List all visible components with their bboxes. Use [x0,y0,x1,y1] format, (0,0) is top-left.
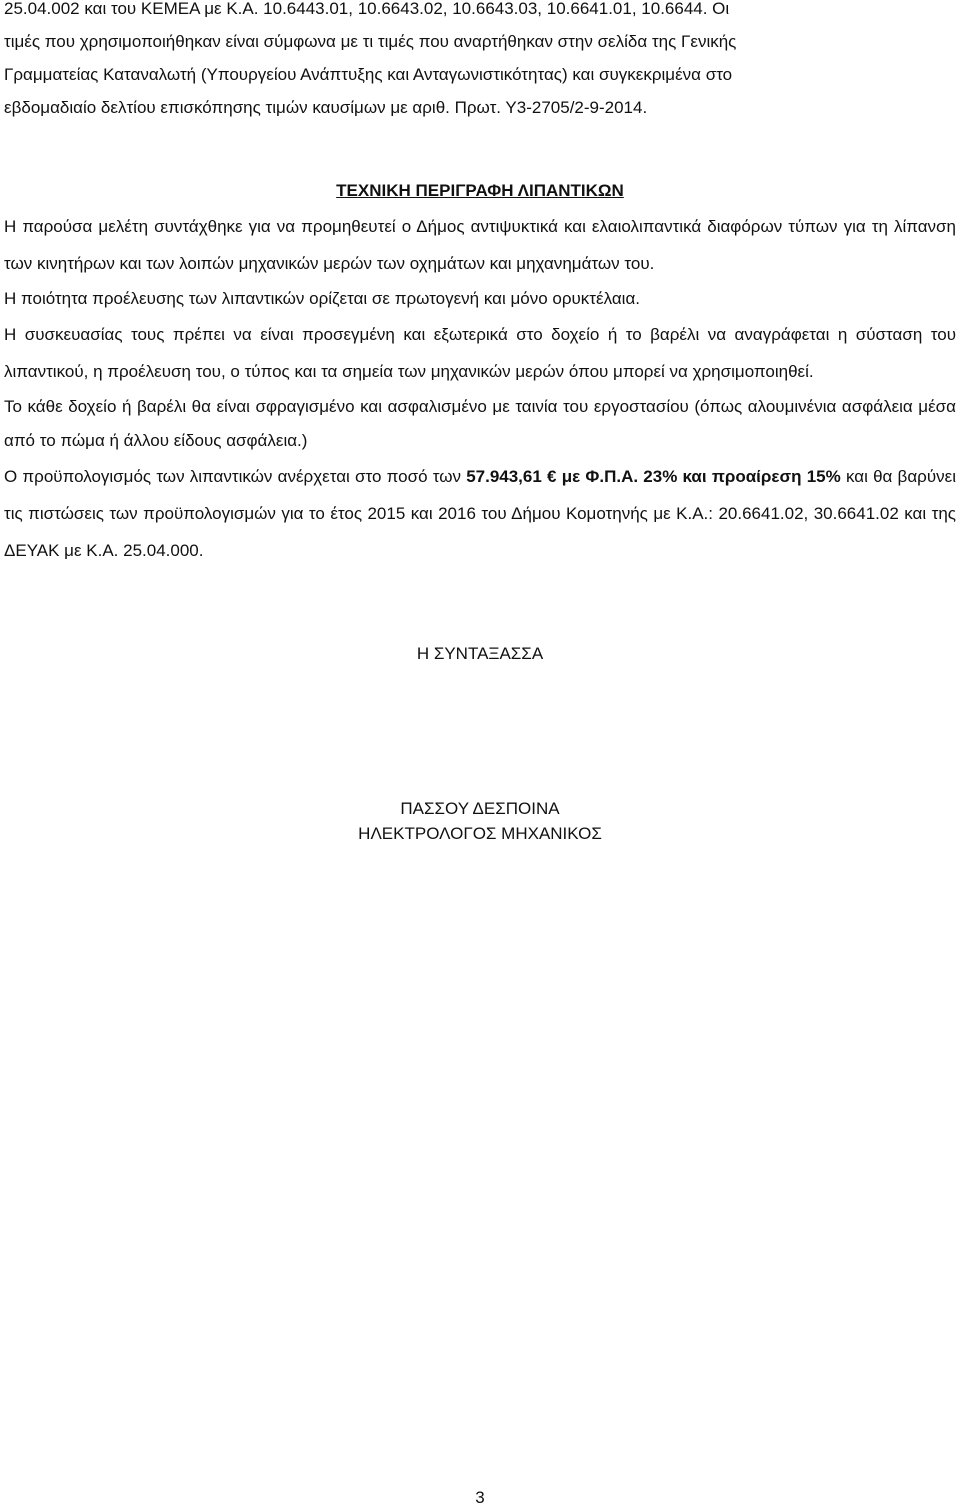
intro-paragraph [4,0,956,124]
budget-amount: 57.943,61 [466,467,542,486]
page-number: 3 [475,1488,485,1507]
intro-line: τιμές που χρησιμοποιήθηκαν είναι σύμφωνα με τι τιμές που αναρτήθηκαν στην σελίδα της Γενικής [4,32,737,51]
signature-name: ΠΑΣΣΟΥ ΔΕΣΠΟΙΝΑ [400,799,560,818]
euro-symbol: € [547,467,557,486]
paragraph-budget [4,458,956,569]
document-page [4,0,956,846]
signature-role: Η ΣΥΝΤΑΞΑΣΣΑ [416,644,544,663]
budget-text-end: και θα βαρύνει τις πιστώσεις των προϋπολογισμών για το έτος 2015 και 2016 του Δήμου Κομοτηνής με Κ.Α.: 20.6641.02, 30.6641.02 και της ΔΕΥΑΚ με Κ.Α. 25.04.000. [4,467,956,560]
intro-line: 25.04.002 και του ΚΕΜΕΑ με Κ.Α. 10.6443.01, 10.6643.02, 10.6643.03, 10.6641.01, 10.6644. Οι [4,0,730,18]
paragraph-purpose: Η παρούσα μελέτη συντάχθηκε για να προμηθευτεί ο Δήμος αντιψυκτικά και ελαιολιπαντικά διαφόρων τύπων για τη λίπανση των κινητήρων και των λοιπών μηχανικών μερών των οχημάτων και μηχανημάτων του. [4,217,956,273]
intro-line: Γραμματείας Καταναλωτή (Υπουργείου Ανάπτυξης και Ανταγωνιστικότητας) και συγκεκριμένα στο [4,65,733,84]
paragraph-packaging: Η συσκευασίας τους πρέπει να είναι προσεγμένη και εξωτερικά στο δοχείο ή το βαρέλι να αναγράφεται η σύσταση του λιπαντικού, η προέλευση του, ο τύπος και τα σημεία των μηχανικών μερών όπου μπορεί να χρησιμοποιηθεί. [4,325,956,381]
budget-text-start: Ο προϋπολογισμός των λιπαντικών ανέρχεται στο ποσό των [4,467,467,486]
section-heading: ΤΕΧΝΙΚΗ ΠΕΡΙΓΡΑΦΗ ΛΙΠΑΝΤΙΚΩΝ [336,181,624,200]
signature-title: ΗΛΕΚΤΡΟΛΟΓΟΣ ΜΗΧΑΝΙΚΟΣ [358,824,602,843]
paragraph-quality: Η ποιότητα προέλευσης των λιπαντικών ορίζεται σε πρωτογενή και μόνο ορυκτέλαια. [4,289,640,308]
paragraph-sealing: Το κάθε δοχείο ή βαρέλι θα είναι σφραγισμένο και ασφαλισμένο με ταινία του εργοστασίου (όπως αλουμινένια ασφάλεια μέσα από το πώμα ή άλλου είδους ασφάλεια.) [4,397,956,450]
intro-line: εβδομαδιαίο δελτίου επισκόπησης τιμών καυσίμων με αριθ. Πρωτ. Υ3-2705/2-9-2014. [4,98,648,117]
budget-vat-text: με Φ.Π.Α. 23% και προαίρεση 15% [556,467,841,486]
